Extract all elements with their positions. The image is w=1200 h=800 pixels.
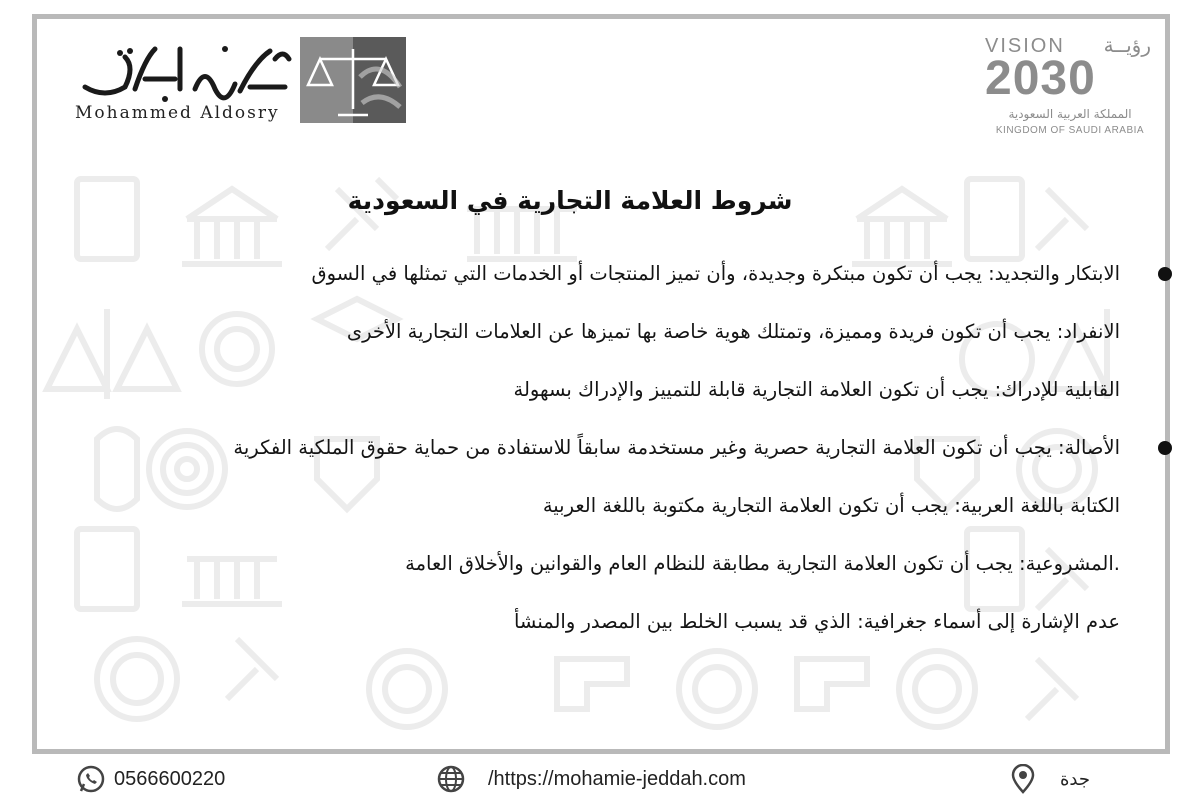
- logo-latin-name: Mohammed Aldosry: [75, 103, 280, 123]
- phone-number: 0566600220: [114, 767, 226, 790]
- mohammed-aldosry-logo: [75, 37, 405, 127]
- article-line-text: الأصالة: يجب أن تكون العلامة التجارية حصرية وغير مستخدمة سابقاً للاستفادة من حماية حقوق الملكية الفكرية: [233, 436, 1120, 459]
- globe-icon: [436, 764, 466, 794]
- article-line: [60, 542, 1120, 600]
- article-line: [60, 252, 1120, 310]
- bullet-icon: [1158, 441, 1172, 455]
- whatsapp-icon: [76, 764, 106, 794]
- bullet-icon: [1158, 267, 1172, 281]
- scales-of-justice-icon: [300, 37, 406, 123]
- kingdom-arabic: المملكة العربية السعودية: [1008, 107, 1132, 121]
- kingdom-english: KINGDOM OF SAUDI ARABIA: [995, 125, 1145, 136]
- footer-phone[interactable]: [76, 764, 225, 794]
- article-title: شروط العلامة التجارية في السعودية: [347, 186, 793, 215]
- vision-2030-logo: [985, 29, 1155, 139]
- article-line-text: .المشروعية: يجب أن تكون العلامة التجارية مطابقة للنظام العام والقوانين والأخلاق العامة: [405, 552, 1120, 575]
- article-line: [60, 426, 1120, 484]
- footer-location[interactable]: [1008, 764, 1090, 794]
- footer: [0, 756, 1200, 800]
- vision-year: 2030: [985, 52, 1096, 105]
- article-line-text: الابتكار والتجديد: يجب أن تكون مبتكرة وجديدة، وأن تميز المنتجات أو الخدمات التي تمثلها في السوق: [311, 262, 1120, 285]
- article-line: [60, 310, 1120, 368]
- location-pin-icon: [1008, 764, 1038, 794]
- article-line-text: القابلية للإدراك: يجب أن تكون العلامة التجارية قابلة للتمييز والإدراك بسهولة: [513, 378, 1120, 401]
- article-line: [60, 368, 1120, 426]
- vision-word: VISION: [985, 35, 1065, 57]
- article-line-text: الكتابة باللغة العربية: يجب أن تكون العلامة التجارية مكتوبة باللغة العربية: [542, 494, 1120, 517]
- footer-website[interactable]: [436, 764, 746, 794]
- article-line: [60, 600, 1120, 658]
- article-body: [60, 252, 1120, 658]
- article-line-text: الانفراد: يجب أن تكون فريدة ومميزة، وتمتلك هوية خاصة بها تميزها عن العلامات التجارية الأخرى: [346, 320, 1120, 343]
- arabic-calligraphy-logo: [75, 39, 295, 105]
- vision-arabic: رؤيــة: [1103, 33, 1151, 57]
- website-url: /https://mohamie-jeddah.com: [488, 767, 746, 790]
- article-line: [60, 484, 1120, 542]
- city-name: جدة: [1060, 768, 1091, 790]
- article-line-text: عدم الإشارة إلى أسماء جغرافية: الذي قد يسبب الخلط بين المصدر والمنشأ: [513, 610, 1120, 633]
